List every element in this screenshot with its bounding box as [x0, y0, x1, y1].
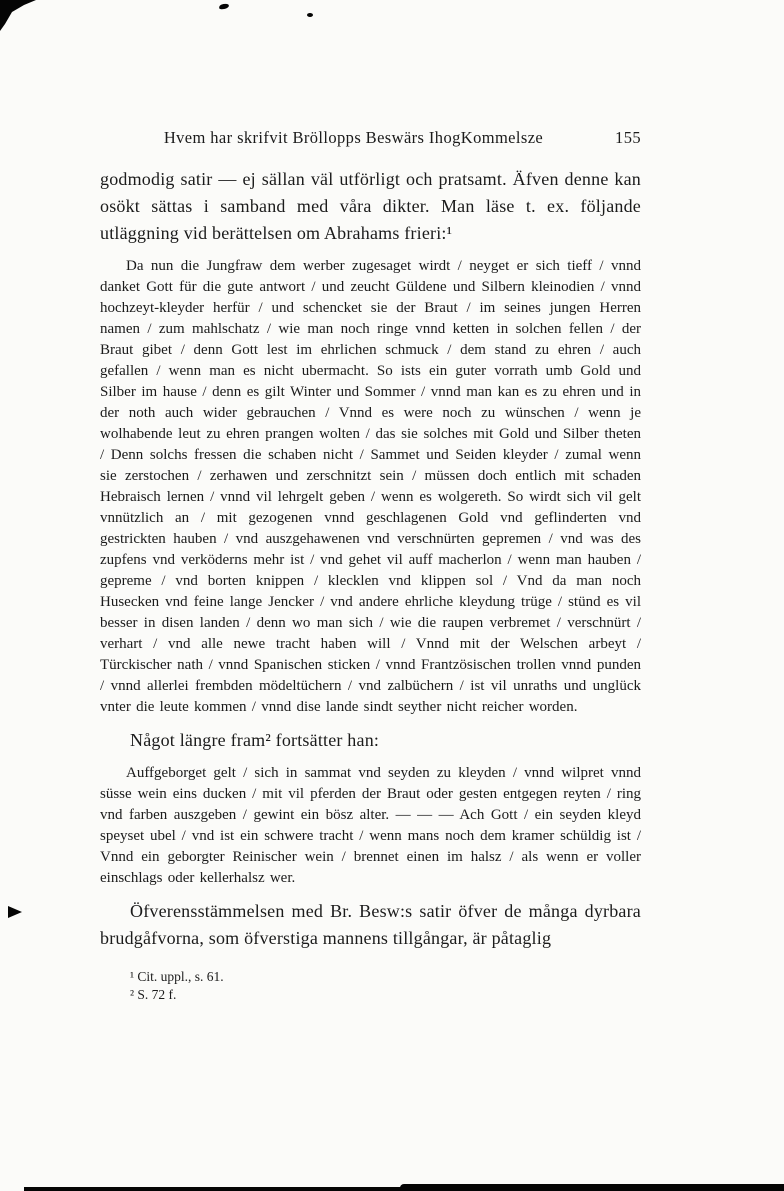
paragraph-transition: Något längre fram² fortsätter han:	[130, 730, 380, 750]
running-title: Hvem har skrifvit Bröllopps Beswärs IhogKommelsze	[163, 128, 544, 147]
scan-artifact-speck	[219, 3, 230, 10]
paragraph-conclusion: Öfverensstämmelsen med Br. Besw:s satir öfver de många dyrbara brudgåfvorna, som öfverstiga mannens tillgångar, är påtaglig	[100, 901, 641, 948]
scan-artifact-speck	[307, 13, 313, 17]
paragraph-intro: godmodig satir — ej sällan väl utförligt och pratsamt. Äfven denne kan osökt sättas i samband med våra dikter. Man läse t. ex. följande utläggning vid berättelsen om Abrahams frieri:¹	[100, 169, 641, 243]
page-number: 155	[615, 128, 641, 147]
running-head	[100, 128, 641, 148]
footnote-1: ¹ Cit. uppl., s. 61.	[130, 969, 224, 984]
quotation-german-2: Auffgeborget gelt / sich in sammat vnd seyden zu kleyden / vnnd wilpret vnnd süsse wein eins ducken / mit vil pferden der Braut oder gesten entgegen reyten / ring vnd farben auszgeben / gewint ein bösz alter. — — — Ach Gott / ein seyden kleyd speyset ubel / vnd ist ein schwere tracht / wenn mans noch dem kramer schüldig ist / Vnnd ein geborgter Reinischer wein / brennet einen im halsz / als wenn er voller einschlags oder kellerhalsz wer.	[100, 765, 641, 886]
quotation-german-1: Da nun die Jungfraw dem werber zugesaget wirdt / neyget er sich tieff / vnnd danket Gott für die gute antwort / und zeucht Güldene und Silbern kleinodien / vnnd hochzeyt-kleyder herfür / und schencket sie der Braut / im seines jungen Herren namen / zum mahlschatz / wie man noch ringe vnnd ketten in solchen fellen / der Braut gibet / denn Gott lest im ehrlichen schmuck / dem stand zu ehren / auch gefallen / wenn man es nicht ubermacht. So ists ein guter vorrath umb Gold und Silber im hause / denn es gilt Winter und Sommer / vnnd man kan es zu ehren und in der noth auch wider gebrauchen / Vnnd es were noch zu wünschen / wenn je wolhabende leut zu ehren prangen wolten / das sie solches mit Gold und Silber theten / Denn solchs fressen die schaben nicht / Sammet und Seiden kleyder / zumal wenn sie zerstochen / zerhawen und zerschnitzt sein / müssen doch entlich mit schaden Hebraisch lernen / vnnd vil lehrgelt geben / wenn es wolgereth. So wirdt sich vil gelt vnnützlich an / mit gezogenen vnnd geschlagenen Gold vnd geflinderten vnd gestrickten hauben / vnd auszgehawenen vnd verschnürten gepremen / vnd was des zupfens vnd verköderns mehr ist / vnd gehet vil auff macherlon / wenn man hauben / gepreme / vnd borten knippen / klecklen vnd klippen sol / Vnd da man noch Husecken vnd feine lange Jencker / vnd andere ehrliche kleydung trüge / stünd es vil besser in disen landen / denn wo man sich / wie die raupen verbremet / verschnürt / verhart / vnd alle newe tracht haben will / Vnnd mit der Welschen arbeyt / Türckischer nath / vnnd Spanischen sticken / vnnd Frantzösischen trollen vnnd punden / vnnd allerlei frembden mödeltüchern / vnd zalbüchern / ist vil unraths und unglück vnter die leute kommen / vnnd dise lande sindt seyther nicht reicher worden.	[100, 258, 641, 715]
footnote-2: ² S. 72 f.	[130, 986, 177, 1002]
scan-artifact-wedge	[8, 906, 22, 918]
page-content	[100, 128, 641, 1003]
scan-artifact-corner	[0, 0, 42, 34]
scan-artifact-bottom-edge	[400, 1184, 784, 1191]
footnotes	[100, 968, 641, 1003]
